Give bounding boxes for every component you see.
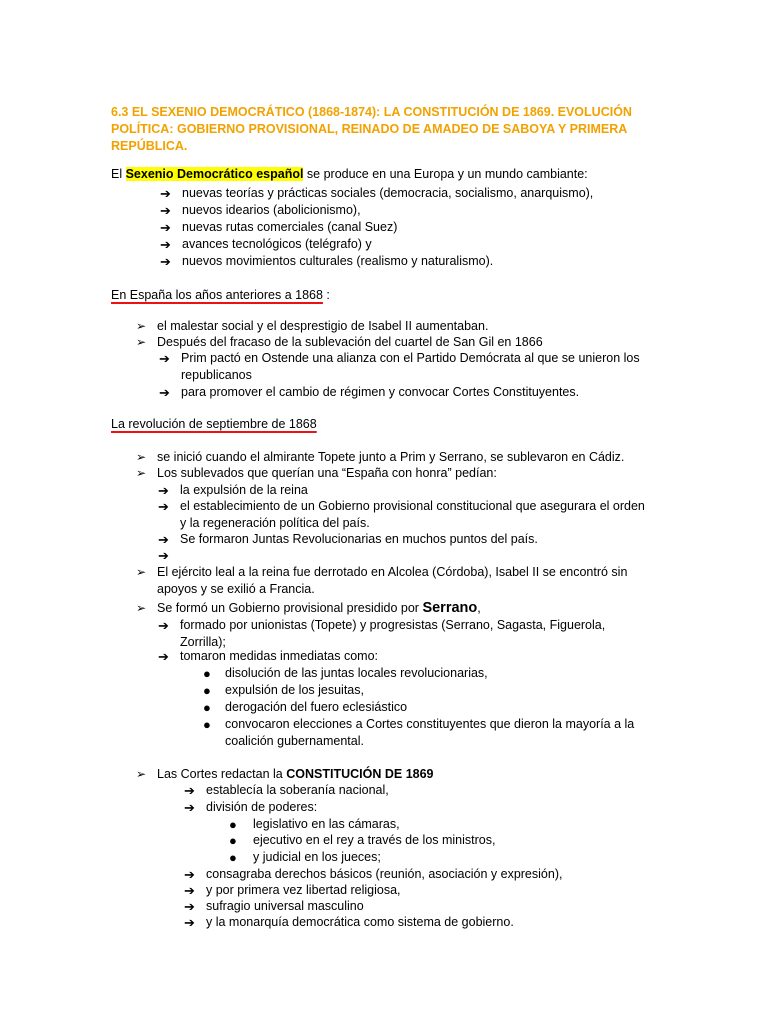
measure-item: disolución de las juntas locales revolucionarias, xyxy=(225,666,488,680)
bullet-dot-icon: ● xyxy=(229,817,237,832)
bullet-name: Serrano xyxy=(422,600,478,616)
right-arrow-icon: ➔ xyxy=(158,618,169,633)
bullet-prefix: Las Cortes redactan la xyxy=(157,767,287,781)
sub-bullet-text: Prim pactó en Ostende una alianza con el Partido Demócrata al que se unieron los republicanos xyxy=(181,351,640,382)
highlighted-term: Sexenio Democrático español xyxy=(125,167,304,181)
right-arrow-icon: ➔ xyxy=(159,351,170,366)
right-arrow-icon: ➔ xyxy=(184,867,195,882)
measure-item: expulsión de los jesuitas, xyxy=(225,683,364,697)
bullet-text xyxy=(157,600,481,617)
intro-item: nuevos movimientos culturales (realismo y naturalismo). xyxy=(182,254,494,268)
bullet-suffix: , xyxy=(477,601,481,615)
right-arrow-icon: ➔ xyxy=(159,385,170,400)
sub-bullet-text: formado por unionistas (Topete) y progresistas (Serrano, Sagasta, Figuerola, Zorrilla); xyxy=(180,618,606,649)
power-item: legislativo en las cámaras, xyxy=(253,817,400,831)
sub-bullet-text: sufragio universal masculino xyxy=(206,899,364,913)
intro-item: nuevos idearios (abolicionismo), xyxy=(182,203,361,217)
right-arrow-icon: ➔ xyxy=(158,532,169,547)
bullet-dot-icon: ● xyxy=(203,717,211,732)
section-heading-text: La revolución de septiembre de 1868 xyxy=(111,417,317,431)
right-arrow-icon: ➔ xyxy=(160,237,171,252)
sub-bullet-text: establecía la soberanía nacional, xyxy=(206,783,389,797)
right-arrow-icon: ➔ xyxy=(184,783,195,798)
right-arrow-icon: ➔ xyxy=(158,483,169,498)
bullet-text: se inició cuando el almirante Topete junto a Prim y Serrano, se sublevaron en Cádiz. xyxy=(157,450,625,464)
bullet-dot-icon: ● xyxy=(229,850,237,865)
section-heading-text: En España los años anteriores a 1868 xyxy=(111,288,323,302)
power-item: y judicial en los jueces; xyxy=(253,850,381,864)
constitution-title: CONSTITUCIÓN DE 1869 xyxy=(286,767,434,781)
chevron-bullet-icon: ➢ xyxy=(136,450,147,464)
intro-suffix: se produce en una Europa y un mundo cambiante: xyxy=(303,167,588,181)
intro-item: nuevas rutas comerciales (canal Suez) xyxy=(182,220,398,234)
right-arrow-icon: ➔ xyxy=(158,548,169,563)
chevron-bullet-icon: ➢ xyxy=(136,319,147,333)
measure-item: convocaron elecciones a Cortes constituyentes que dieron la mayoría a la coalición gubernamental. xyxy=(225,717,635,748)
intro-prefix: El xyxy=(111,167,126,181)
right-arrow-icon: ➔ xyxy=(184,899,195,914)
right-arrow-icon: ➔ xyxy=(160,203,171,218)
right-arrow-icon: ➔ xyxy=(160,186,171,201)
section-heading-suffix: : xyxy=(322,288,330,302)
bullet-dot-icon: ● xyxy=(203,666,211,681)
chevron-bullet-icon: ➢ xyxy=(136,466,147,480)
right-arrow-icon: ➔ xyxy=(160,254,171,269)
bullet-prefix: Se formó un Gobierno provisional presidido por xyxy=(157,601,423,615)
sub-bullet-text: y por primera vez libertad religiosa, xyxy=(206,883,401,897)
right-arrow-icon: ➔ xyxy=(160,220,171,235)
sub-bullet-text: consagraba derechos básicos (reunión, asociación y expresión), xyxy=(206,867,563,881)
bullet-dot-icon: ● xyxy=(203,683,211,698)
section-heading xyxy=(111,416,317,433)
bullet-text xyxy=(157,766,434,783)
bullet-dot-icon: ● xyxy=(203,700,211,715)
sub-bullet-text: tomaron medidas inmediatas como: xyxy=(180,649,379,663)
intro-paragraph xyxy=(111,166,588,183)
sub-bullet-text: el establecimiento de un Gobierno provisional constitucional que asegurara el orden y la regeneración política del país. xyxy=(180,499,645,530)
power-item: ejecutivo en el rey a través de los ministros, xyxy=(253,833,496,847)
sub-bullet-text: la expulsión de la reina xyxy=(180,483,308,497)
chevron-bullet-icon: ➢ xyxy=(136,601,147,615)
bullet-text: Los sublevados que querían una “España con honra” pedían: xyxy=(157,466,497,480)
section-heading xyxy=(111,287,330,304)
chevron-bullet-icon: ➢ xyxy=(136,565,147,579)
document-title: 6.3 EL SEXENIO DEMOCRÁTICO (1868-1874): LA CONSTITUCIÓN DE 1869. EVOLUCIÓN POLÍTICA: GOBIERNO PROVISIONAL, REINADO DE AMADEO DE SABOYA Y PRIMERA REPÚBLICA. xyxy=(111,105,632,153)
chevron-bullet-icon: ➢ xyxy=(136,335,147,349)
right-arrow-icon: ➔ xyxy=(184,883,195,898)
bullet-dot-icon: ● xyxy=(229,833,237,848)
chevron-bullet-icon: ➢ xyxy=(136,767,147,781)
intro-item: avances tecnológicos (telégrafo) y xyxy=(182,237,372,251)
right-arrow-icon: ➔ xyxy=(184,915,195,930)
right-arrow-icon: ➔ xyxy=(158,499,169,514)
sub-bullet-text: para promover el cambio de régimen y convocar Cortes Constituyentes. xyxy=(181,385,580,399)
bullet-text: El ejército leal a la reina fue derrotado en Alcolea (Córdoba), Isabel II se encontró sin apoyos y se exilió a Francia. xyxy=(157,565,628,596)
intro-item: nuevas teorías y prácticas sociales (democracia, socialismo, anarquismo), xyxy=(182,186,594,200)
bullet-text: el malestar social y el desprestigio de Isabel II aumentaban. xyxy=(157,319,489,333)
sub-bullet-text: división de poderes: xyxy=(206,800,318,814)
bullet-text: Después del fracaso de la sublevación del cuartel de San Gil en 1866 xyxy=(157,335,543,349)
right-arrow-icon: ➔ xyxy=(158,649,169,664)
right-arrow-icon: ➔ xyxy=(184,800,195,815)
sub-bullet-text: y la monarquía democrática como sistema de gobierno. xyxy=(206,915,514,929)
measure-item: derogación del fuero eclesiástico xyxy=(225,700,408,714)
sub-bullet-text: Se formaron Juntas Revolucionarias en muchos puntos del país. xyxy=(180,532,538,546)
